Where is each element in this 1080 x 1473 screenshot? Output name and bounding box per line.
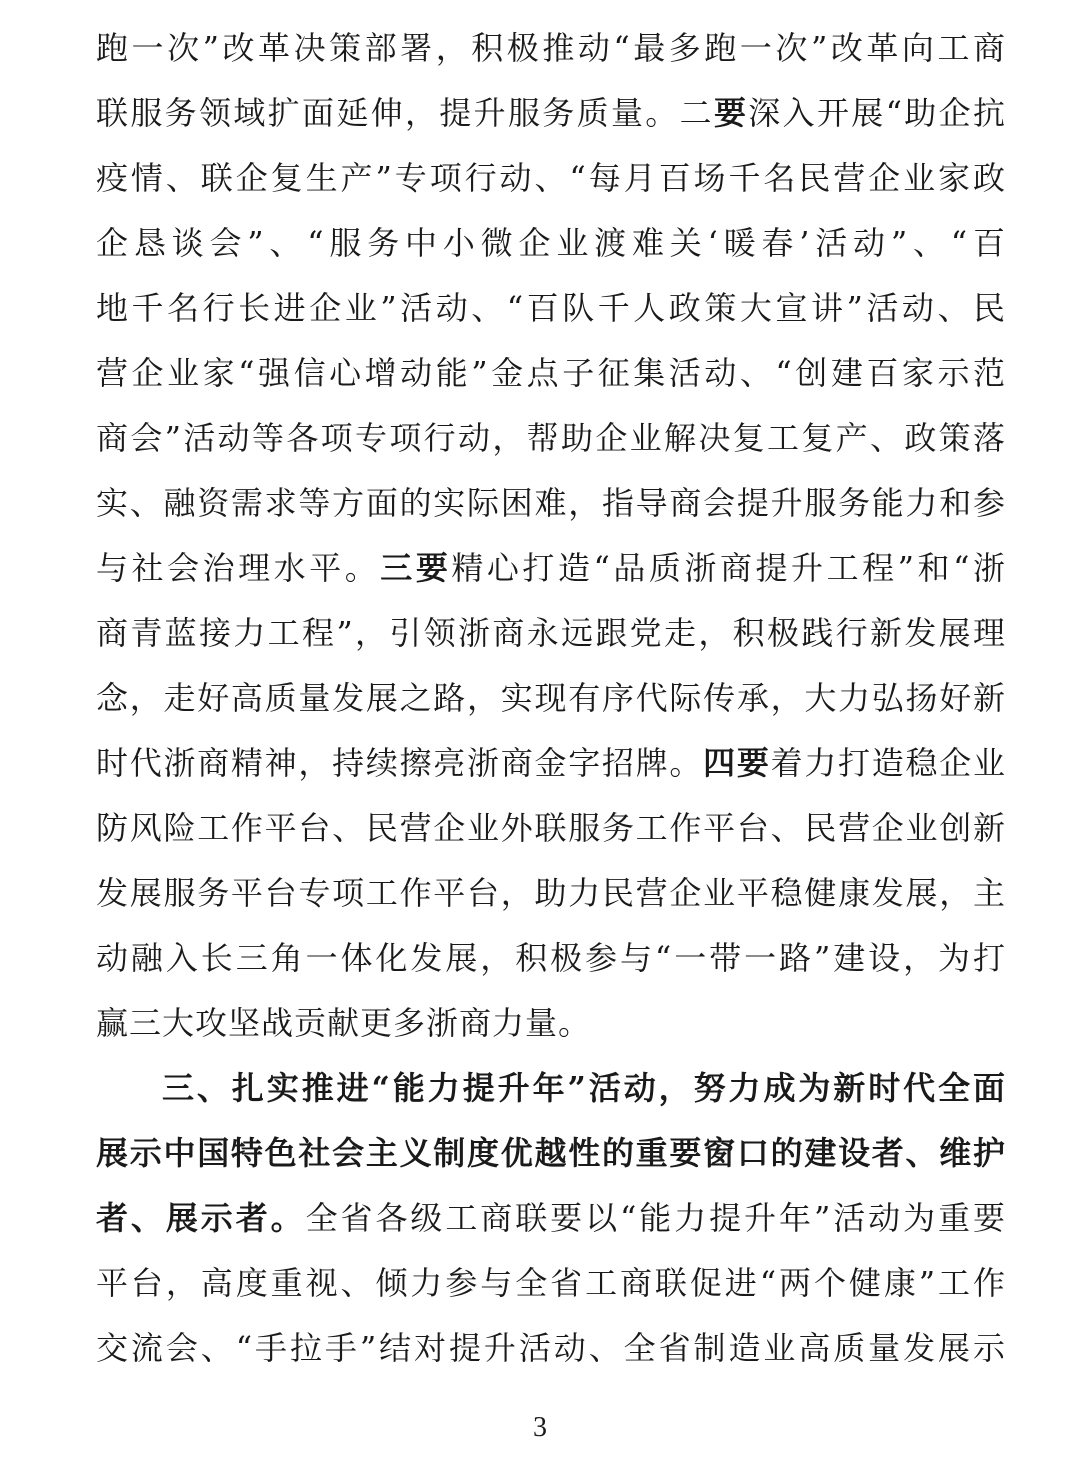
- bold-text-segment: 三、扎实推进“能力提升年”活动，努力成为新时代全面: [162, 1069, 1006, 1107]
- text-line: [96, 410, 1006, 466]
- text-line: [96, 865, 1006, 921]
- text-segment: 与社会治理水平。: [96, 549, 381, 587]
- text-line: [162, 1060, 1006, 1116]
- page-number: 3: [533, 1412, 547, 1443]
- bold-text-segment: 展示中国特色社会主义制度优越性的重要窗口的建设者、维护: [96, 1134, 1006, 1172]
- text-segment: 动融入长三角一体化发展，积极参与“一带一路”建设，为打: [96, 939, 1006, 977]
- text-line: [96, 280, 1006, 336]
- text-segment: 平台，高度重视、倾力参与全省工商联促进“两个健康”工作: [96, 1264, 1006, 1302]
- text-line: [96, 995, 1006, 1051]
- bold-text-segment: 者、展示者。: [96, 1199, 306, 1237]
- text-segment: 念，走好高质量发展之路，实现有序代际传承，大力弘扬好新: [96, 679, 1006, 717]
- text-segment: 实、融资需求等方面的实际困难，指导商会提升服务能力和参: [96, 484, 1006, 522]
- text-segment: 跑一次”改革决策部署，积极推动“最多跑一次”改革向工商: [96, 29, 1006, 67]
- text-segment: 发展服务平台专项工作平台，助力民营企业平稳健康发展，主: [96, 874, 1006, 912]
- text-segment: 着力打造稳企业: [770, 744, 1006, 782]
- text-segment: 防风险工作平台、民营企业外联服务工作平台、民营企业创新: [96, 809, 1006, 847]
- text-segment: 赢三大攻坚战贡献更多浙商力量。: [96, 1004, 592, 1042]
- text-line: [96, 605, 1006, 661]
- text-line: [96, 1125, 1006, 1181]
- text-segment: 地千名行长进企业”活动、“百队千人政策大宣讲”活动、民: [96, 289, 1006, 327]
- text-line: [96, 475, 1006, 531]
- text-line: [96, 735, 1006, 791]
- text-segment: 深入开展“助企抗: [748, 94, 1006, 132]
- text-segment: 交流会、“手拉手”结对提升活动、全省制造业高质量发展示: [96, 1329, 1006, 1367]
- bold-text-segment: 要: [713, 94, 749, 132]
- text-line: [96, 20, 1006, 76]
- text-segment: 联服务领域扩面延伸，提升服务质量。二: [96, 94, 714, 132]
- text-line: [96, 540, 1006, 596]
- text-line: [96, 150, 1006, 206]
- text-line: [96, 1190, 1006, 1246]
- text-segment: 商青蓝接力工程”，引领浙商永远跟党走，积极践行新发展理: [96, 614, 1006, 652]
- text-segment: 商会”活动等各项专项行动，帮助企业解决复工复产、政策落: [96, 419, 1006, 457]
- text-line: [96, 930, 1006, 986]
- text-segment: 全省各级工商联要以“能力提升年”活动为重要: [305, 1199, 1006, 1237]
- text-line: [96, 800, 1006, 856]
- text-line: [96, 85, 1006, 141]
- text-line: [96, 670, 1006, 726]
- text-segment: 疫情、联企复生产”专项行动、“每月百场千名民营企业家政: [96, 159, 1006, 197]
- text-line: [96, 345, 1006, 401]
- text-segment: 企恳谈会”、“服务中小微企业渡难关‘暖春’活动”、“百: [96, 224, 1006, 262]
- text-line: [96, 1255, 1006, 1311]
- text-segment: 精心打造“品质浙商提升工程”和“浙: [451, 549, 1006, 587]
- bold-text-segment: 四要: [703, 744, 771, 782]
- text-line: [96, 1320, 1006, 1376]
- text-segment: 时代浙商精神，持续擦亮浙商金字招牌。: [96, 744, 704, 782]
- bold-text-segment: 三要: [380, 549, 452, 587]
- text-segment: 营企业家“强信心增动能”金点子征集活动、“创建百家示范: [96, 354, 1006, 392]
- text-line: [96, 215, 1006, 271]
